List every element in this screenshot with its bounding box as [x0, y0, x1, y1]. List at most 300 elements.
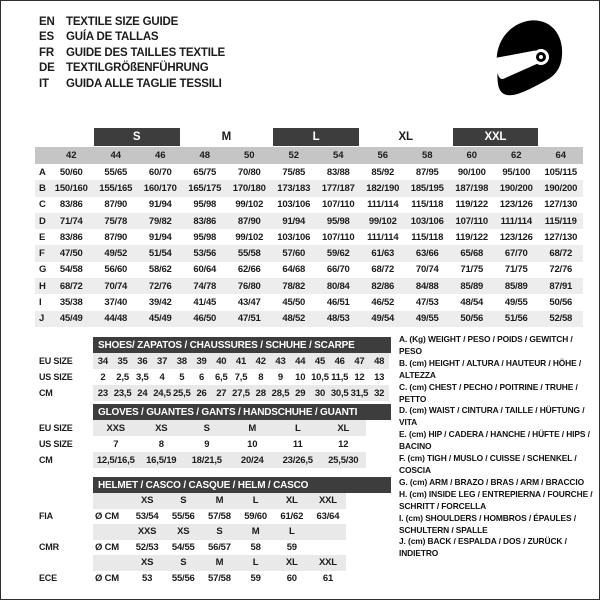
helmet-size-header: M [215, 495, 224, 507]
size-cell: 87/95 [415, 166, 439, 178]
value-cell: 48 [374, 355, 385, 367]
value-cell: 9 [204, 438, 210, 450]
row-label: CMR [39, 542, 59, 553]
helmet-size-row [35, 555, 391, 571]
value-cell: 36 [137, 355, 148, 367]
size-cell: 64/68 [282, 264, 306, 276]
value-cell: 23/26,5 [282, 454, 313, 466]
row-values [93, 369, 389, 385]
size-cell: 107/110 [455, 215, 488, 227]
size-cell: 74/78 [193, 280, 217, 292]
value-cell: 61 [322, 572, 334, 584]
value-cell: 53 [142, 572, 153, 584]
value-cell: 20/24 [240, 454, 264, 466]
value-cell: 25,5 [172, 387, 191, 399]
value-cell: 54/55 [171, 541, 195, 553]
language-code: EN [39, 15, 55, 28]
size-row [35, 164, 583, 180]
size-cell: 51/54 [148, 248, 172, 260]
row-values [93, 540, 346, 556]
helmet-size-header: XXL [319, 495, 337, 507]
size-cell: 107/110 [322, 199, 355, 211]
value-cell: 8 [258, 371, 264, 383]
value-cell: 10,5 [311, 371, 329, 383]
language-list [39, 14, 225, 92]
legend-item: H. (cm) INSIDE LEG / ENTREPIERNA / FOURCHE / SCHRITT / FORCELLA [399, 488, 593, 511]
size-cell: 41/45 [193, 297, 217, 309]
value-cell: 35 [117, 355, 128, 367]
size-cell: 78/82 [282, 280, 306, 292]
size-cell: 70/74 [104, 280, 128, 292]
size-cell: 47/51 [237, 313, 261, 325]
size-cell: 119/122 [455, 231, 488, 243]
table-row [35, 452, 391, 468]
size-column-header: 46 [154, 150, 166, 161]
legend-item: F. (cm) TIGH / MUSLO / CUISSE / SCHENKEL / COSCIA [399, 453, 577, 475]
value-cell: 24 [137, 387, 148, 399]
value-cell: 27 [216, 387, 227, 399]
size-column-header: 60 [466, 150, 478, 161]
value-cell: 27,5 [232, 387, 250, 399]
row-letter: H [39, 280, 46, 292]
helmet-size-header: M [215, 557, 224, 569]
row-letter: J [39, 313, 45, 325]
size-cell: 51/56 [504, 313, 528, 325]
size-row [35, 180, 583, 196]
value-cell: 56/57 [208, 541, 231, 553]
size-cell: 123/126 [499, 199, 533, 211]
row-values [93, 555, 346, 571]
language-code: FR [39, 46, 54, 59]
size-cell: 55/65 [104, 166, 128, 178]
size-cell: 46/52 [371, 297, 395, 309]
size-cell: 48/52 [282, 313, 306, 325]
helmet-value-row [35, 540, 391, 556]
value-cell: XL [337, 422, 350, 434]
size-column-header: 62 [510, 150, 522, 161]
size-cell: 45/49 [148, 313, 172, 325]
helmet-size-header: XXS [137, 526, 157, 538]
size-cell: 47/50 [59, 248, 83, 260]
language-row [39, 45, 225, 61]
size-cell: 185/195 [410, 182, 444, 194]
size-cell: 44/48 [104, 313, 128, 325]
size-cell: 95/98 [326, 215, 350, 227]
size-row [35, 197, 583, 213]
value-cell: M [248, 422, 257, 434]
size-cell: 53/56 [193, 248, 217, 260]
value-cell: 58 [250, 541, 261, 553]
size-cell: 83/86 [193, 215, 217, 227]
size-cell: 177/187 [321, 182, 355, 194]
value-cell: 10 [295, 371, 306, 383]
size-cell: 85/92 [371, 166, 395, 178]
size-cell: 83/88 [326, 166, 350, 178]
size-group-label: S [94, 128, 180, 146]
language-title: TEXTILGRÖßENFÜHRUNG [66, 62, 209, 75]
gloves-title-bar: GLOVES / GUANTES / GANTS / HANDSCHUHE / GUANTI [93, 404, 391, 420]
value-cell: 30,5 [330, 387, 349, 399]
value-cell: 44 [295, 355, 306, 367]
size-cell: 49/54 [371, 313, 395, 325]
size-cell: 55/58 [237, 248, 261, 260]
size-cell: 59/62 [326, 248, 350, 260]
row-letter: A [39, 166, 46, 178]
size-number-row [35, 147, 583, 164]
value-cell: 32 [374, 387, 385, 399]
helmet-size-header: L [288, 526, 295, 538]
table-row [35, 436, 391, 452]
helmet-size-header: XL [285, 557, 298, 569]
language-row [39, 61, 225, 77]
size-cell: 60/64 [193, 264, 217, 276]
value-cell: 3,5 [136, 371, 149, 383]
size-cell: 90/100 [457, 166, 486, 178]
value-cell: 6,5 [214, 371, 228, 383]
value-cell: XS [155, 422, 168, 434]
size-cell: 65/68 [460, 248, 484, 260]
size-cell: 105/115 [544, 166, 577, 178]
size-cell: 54/58 [59, 264, 83, 276]
footwear-and-accessory-tables [35, 337, 391, 586]
legend-item: C. (cm) CHEST / PECHO / POITRINE / TRUHE / PETTO [399, 381, 578, 404]
size-cell: 57/60 [282, 248, 306, 260]
size-cell: 63/66 [415, 248, 439, 260]
size-cell: 99/102 [368, 215, 397, 227]
size-cell: 50/56 [460, 313, 484, 325]
row-letter: F [39, 248, 45, 260]
size-cell: 95/98 [193, 231, 217, 243]
value-cell: 40 [216, 355, 227, 367]
value-cell: 24,5 [153, 387, 171, 399]
language-row [39, 30, 225, 46]
size-cell: 47/53 [415, 297, 439, 309]
group-empty [540, 127, 583, 147]
row-values [93, 452, 366, 468]
size-cell: 119/122 [455, 199, 488, 211]
size-cell: 48/54 [460, 297, 484, 309]
group-spacer [35, 127, 49, 147]
value-cell: 52/53 [135, 541, 159, 553]
size-cell: 123/126 [499, 231, 533, 243]
row-label: CM [39, 388, 53, 398]
value-cell: 2,5 [116, 371, 129, 383]
value-cell: 46 [334, 355, 345, 367]
value-cell: L [294, 422, 301, 434]
helmet-size-header: XXL [319, 557, 337, 569]
size-cell: 87/90 [104, 199, 128, 211]
value-cell: 39 [196, 355, 207, 367]
size-cell: 85/89 [504, 280, 528, 292]
size-cell: 39/42 [148, 297, 172, 309]
helmet-size-header: XS [140, 557, 154, 569]
size-group-label: M [221, 131, 232, 143]
helmet-value-row [35, 509, 391, 525]
size-cell: 84/88 [415, 280, 439, 292]
value-cell: 63/64 [316, 510, 340, 522]
value-cell: XXS [106, 422, 125, 434]
helmet-size-header: S [216, 526, 223, 538]
size-row [35, 229, 583, 245]
size-group-label: L [273, 128, 359, 146]
size-cell: 45/50 [282, 297, 306, 309]
size-cell: 46/51 [326, 297, 350, 309]
value-cell: 5 [179, 371, 185, 383]
value-cell: 47 [354, 355, 365, 367]
unit-label: Ø CM [95, 541, 120, 553]
size-cell: 48/53 [326, 313, 350, 325]
size-group-xxl [451, 127, 541, 147]
row-letter: B [39, 182, 46, 194]
value-cell: 53/54 [135, 510, 159, 522]
size-cell: 70/80 [237, 166, 261, 178]
row-label: CM [39, 455, 53, 465]
size-cell: 173/183 [277, 182, 311, 194]
size-column-header: 50 [243, 150, 255, 161]
row-values [93, 385, 389, 401]
language-row [39, 14, 225, 30]
helmet-size-row [35, 524, 391, 540]
size-rows [35, 164, 583, 327]
size-cell: 49/52 [104, 248, 128, 260]
size-cell: 71/74 [59, 215, 83, 227]
legend-item: G. (cm) ARM / BRAZO / BRAS / ARM / BRACCIO [399, 476, 585, 487]
language-code: IT [39, 77, 49, 90]
row-label: EU SIZE [39, 356, 73, 366]
size-cell: 37/40 [104, 297, 128, 309]
row-letter: E [39, 231, 46, 243]
language-code: DE [39, 62, 55, 75]
size-column-header: 42 [65, 150, 77, 161]
helmet-table [35, 477, 391, 586]
legend-item: I. (cm) SHOULDERS / HOMBROS / ÉPAULES / SCHULTERN / SPALLE [399, 512, 576, 535]
legend-item: B. (cm) HEIGHT / ALTURA / HAUTEUR / HÖHE / ALTEZZA [399, 357, 582, 380]
value-cell: S [203, 422, 210, 434]
value-cell: 55/56 [171, 572, 195, 584]
size-row [35, 294, 583, 310]
row-values [93, 436, 366, 452]
value-cell: 28 [255, 387, 266, 399]
table-row [35, 420, 391, 436]
size-column-header: 54 [332, 150, 344, 161]
size-cell: 190/200 [544, 182, 578, 194]
size-column-header: 56 [377, 150, 389, 161]
value-cell: 41 [235, 355, 247, 367]
value-cell: 59 [286, 541, 297, 553]
size-cell: 82/86 [371, 280, 395, 292]
size-row [35, 262, 583, 278]
size-cell: 70/74 [415, 264, 439, 276]
size-cell: 49/55 [504, 297, 528, 309]
value-cell: 61/62 [280, 510, 304, 522]
size-row [35, 213, 583, 229]
gloves-table [35, 404, 391, 468]
helmet-size-header: L [252, 557, 259, 569]
legend-item: J. (cm) BACK / ESPALDA / DOS / ZURÜCK / INDIETRO [399, 536, 567, 559]
helmet-size-header: XS [177, 526, 190, 538]
row-label: US SIZE [39, 372, 73, 382]
size-cell: 67/70 [504, 248, 528, 260]
size-cell: 111/114 [500, 215, 532, 227]
size-cell: 71/75 [504, 264, 528, 276]
size-cell: 170/180 [232, 182, 266, 194]
size-cell: 127/130 [544, 199, 578, 211]
size-group-xl [361, 127, 451, 147]
value-cell: 42 [255, 355, 266, 367]
size-column-header: 52 [288, 150, 300, 161]
size-cell: 80/84 [326, 280, 350, 292]
value-cell: 8 [158, 438, 164, 450]
size-cell: 56/60 [104, 264, 128, 276]
size-group-label: XL [398, 131, 413, 143]
value-cell: 7,5 [234, 371, 248, 383]
helmet-title-bar: HELMET / CASCO / CASQUE / HELM / CASCO [93, 477, 391, 493]
value-cell: 4 [159, 371, 165, 383]
size-cell: 85/89 [460, 280, 484, 292]
size-cell: 99/102 [235, 199, 264, 211]
row-values [93, 524, 346, 540]
size-cell: 43/47 [237, 297, 261, 309]
row-letter: I [39, 297, 42, 309]
table-row [35, 369, 391, 385]
size-cell: 71/75 [460, 264, 484, 276]
row-label: ECE [39, 573, 57, 584]
size-cell: 107/110 [322, 231, 355, 243]
size-cell: 95/98 [193, 199, 217, 211]
size-cell: 155/165 [99, 182, 133, 194]
size-group-row [35, 127, 583, 147]
row-values [93, 571, 346, 587]
value-cell: 57/58 [208, 510, 231, 522]
shoes-table [35, 337, 391, 401]
size-group-label: XXL [453, 128, 539, 146]
row-label: EU SIZE [39, 423, 73, 433]
value-cell: 38 [176, 355, 187, 367]
language-title: GUIDA ALLE TAGLIE TESSILI [66, 77, 222, 90]
shoes-rows [35, 353, 391, 401]
value-cell: 60 [286, 572, 297, 584]
size-column-header: 48 [199, 150, 211, 161]
size-cell: 68/72 [549, 248, 573, 260]
table-row [35, 353, 391, 369]
size-cell: 75/78 [104, 215, 128, 227]
size-row [35, 278, 583, 294]
value-cell: 59 [250, 572, 261, 584]
value-cell: 23,5 [113, 387, 132, 399]
legend-item: A. (Kg) WEIGHT / PESO / POIDS / GEWITCH / PESO [399, 334, 573, 356]
value-cell: 9 [277, 371, 284, 383]
size-row [35, 311, 583, 327]
row-letter: C [39, 199, 46, 211]
row-label: FIA [39, 511, 53, 522]
legend-item: E. (cm) HIP / CADERA / HANCHE / HÜFTE / HIPS / BACINO [399, 429, 590, 452]
value-cell: 23 [97, 387, 108, 399]
value-cell: 26 [196, 387, 207, 399]
group-empty [49, 127, 92, 147]
helmet-size-header: S [180, 495, 187, 507]
language-code: ES [39, 31, 54, 44]
helmet-value-row [35, 571, 391, 587]
value-cell: 16,5/19 [146, 454, 177, 466]
size-cell: 91/94 [148, 199, 172, 211]
size-group-l [271, 127, 361, 147]
value-cell: 6 [198, 371, 205, 383]
value-cell: 57/58 [208, 572, 231, 584]
helmet-icon [488, 14, 568, 106]
value-cell: 43 [275, 355, 286, 367]
size-cell: 66/70 [326, 264, 350, 276]
row-values [93, 353, 389, 369]
size-cell: 72/76 [148, 280, 172, 292]
legend-list [399, 334, 595, 560]
size-column-header: 64 [555, 150, 567, 161]
row-values [93, 493, 346, 509]
value-cell: 31,5 [350, 387, 369, 399]
size-cell: 76/80 [237, 280, 261, 292]
size-cell: 91/94 [282, 215, 306, 227]
size-cell: 95/100 [502, 166, 531, 178]
legend-item: D. (cm) WAIST / CINTURA / TAILLE / HÜFTUNG / VITA [399, 405, 585, 428]
size-cell: 103/106 [410, 215, 444, 227]
size-column-header: 58 [421, 150, 433, 161]
size-cell: 83/86 [59, 231, 83, 243]
value-cell: 28,5 [271, 387, 290, 399]
size-cell: 115/119 [544, 215, 577, 227]
helmet-rows [35, 493, 391, 586]
helmet-size-header: L [252, 495, 259, 507]
size-cell: 45/49 [59, 313, 83, 325]
size-cell: 79/82 [148, 215, 172, 227]
row-letter: D [39, 215, 46, 227]
size-cell: 103/106 [277, 199, 311, 211]
gloves-rows [35, 420, 391, 468]
value-cell: 13 [374, 371, 385, 383]
value-cell: 34 [97, 355, 108, 367]
size-cell: 127/130 [544, 231, 578, 243]
row-values [93, 420, 366, 436]
size-cell: 58/62 [148, 264, 172, 276]
shoes-title-bar: SHOES/ ZAPATOS / CHAUSSURES / SCHUHE / SCARPE [93, 337, 391, 353]
size-cell: 52/58 [549, 313, 573, 325]
unit-label: Ø CM [95, 572, 120, 584]
size-cell: 99/102 [235, 231, 264, 243]
value-cell: 25,5/30 [328, 454, 359, 466]
size-cell: 150/160 [54, 182, 88, 194]
helmet-size-header: M [251, 526, 260, 538]
size-cell: 46/50 [193, 313, 217, 325]
size-cell: 111/114 [367, 231, 399, 243]
value-cell: 59/60 [244, 510, 267, 522]
row-label: US SIZE [39, 439, 73, 449]
textile-size-table [35, 127, 583, 327]
language-title: GUIDE DES TAILLES TEXTILE [66, 46, 225, 59]
value-cell: 2 [100, 371, 106, 383]
value-cell: 10 [247, 438, 258, 450]
size-cell: 87/90 [237, 215, 261, 227]
helmet-size-header: XS [140, 495, 154, 507]
language-title: TEXTILE SIZE GUIDE [66, 15, 179, 28]
size-column-header: 44 [110, 150, 122, 161]
size-cell: 111/114 [367, 199, 399, 211]
size-cell: 49/55 [415, 313, 439, 325]
size-cell: 68/72 [59, 280, 83, 292]
helmet-size-header: XL [285, 495, 298, 507]
size-cell: 165/175 [188, 182, 222, 194]
value-cell: 45 [314, 355, 326, 367]
value-cell: 37 [156, 355, 168, 367]
size-cell: 187/198 [455, 182, 489, 194]
size-cell: 182/190 [366, 182, 400, 194]
